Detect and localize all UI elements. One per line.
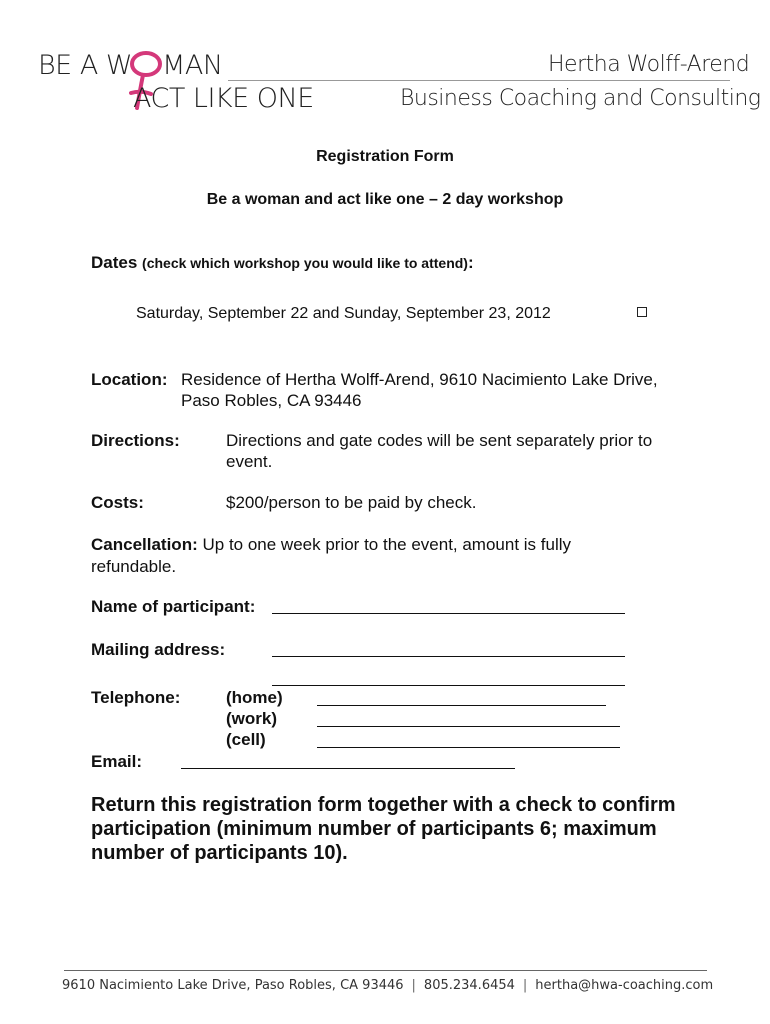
location-label: Location: [91, 370, 168, 389]
email-label: Email: [91, 752, 143, 771]
location-line-2: Paso Robles, CA 93446 [181, 391, 362, 410]
mailing-field-line-2[interactable] [272, 685, 625, 686]
participant-field[interactable] [272, 613, 625, 614]
logo-text-b: MAN [162, 50, 223, 81]
return-note-line-2: participation (minimum number of participants 6; maximum [91, 818, 657, 840]
dates-colon: : [467, 253, 474, 272]
phone-cell-label: (cell) [226, 730, 266, 749]
location-line-1: Residence of Hertha Wolff-Arend, 9610 Nacimiento Lake Drive, [181, 370, 658, 389]
telephone-label: Telephone: [91, 688, 181, 707]
footer-phone: 805.234.6454 [423, 978, 515, 993]
phone-home-field[interactable] [317, 705, 606, 706]
cancellation-line-1 [91, 535, 571, 555]
footer-email[interactable]: hertha@hwa-coaching.com [535, 978, 714, 993]
header-divider [228, 80, 730, 81]
logo-line-2: ACT LIKE ONE [133, 83, 314, 114]
phone-cell-field[interactable] [317, 747, 620, 748]
costs-value: $200/person to be paid by check. [226, 493, 477, 512]
directions-label: Directions: [91, 431, 180, 450]
costs-label: Costs: [91, 493, 144, 512]
form-title: Registration Form [316, 148, 454, 165]
footer-divider [64, 970, 707, 971]
cancellation-label: Cancellation: [91, 535, 198, 554]
date-option-label: Saturday, September 22 and Sunday, September 23, 2012 [136, 305, 551, 322]
header-tagline: Business Coaching and Consulting [400, 86, 761, 111]
phone-home-label: (home) [226, 688, 283, 707]
dates-hint: (check which workshop you would like to attend) [142, 255, 468, 271]
footer [62, 978, 713, 993]
directions-line-1: Directions and gate codes will be sent separately prior to [226, 431, 653, 450]
dates-label: Dates [91, 253, 138, 272]
female-symbol-icon [132, 54, 162, 74]
cancellation-line-2: refundable. [91, 557, 177, 576]
mailing-label: Mailing address: [91, 640, 226, 659]
logo-line-1 [38, 50, 223, 81]
mailing-field-line-1[interactable] [272, 656, 625, 657]
return-note [91, 793, 676, 865]
phone-work-label: (work) [226, 709, 277, 728]
dates-heading [91, 253, 474, 273]
date-option-checkbox[interactable] [637, 307, 647, 317]
form-subtitle: Be a woman and act like one – 2 day workshop [206, 191, 564, 208]
footer-separator: | [522, 978, 528, 993]
footer-address: 9610 Nacimiento Lake Drive, Paso Robles, CA 93446 [62, 978, 404, 993]
participant-label: Name of participant: [91, 597, 256, 616]
footer-separator: | [411, 978, 416, 993]
return-note-line-1: Return this registration form together with a check to confirm [91, 794, 676, 816]
cancellation-text: Up to one week prior to the event, amount is fully [202, 535, 572, 554]
phone-work-field[interactable] [317, 726, 620, 727]
header-name: Hertha Wolff-Arend [548, 52, 750, 77]
email-field[interactable] [181, 768, 515, 769]
directions-line-2: event. [226, 452, 273, 471]
logo-text-a: BE A W [38, 50, 133, 81]
return-note-line-3: number of participants 10). [91, 842, 348, 864]
